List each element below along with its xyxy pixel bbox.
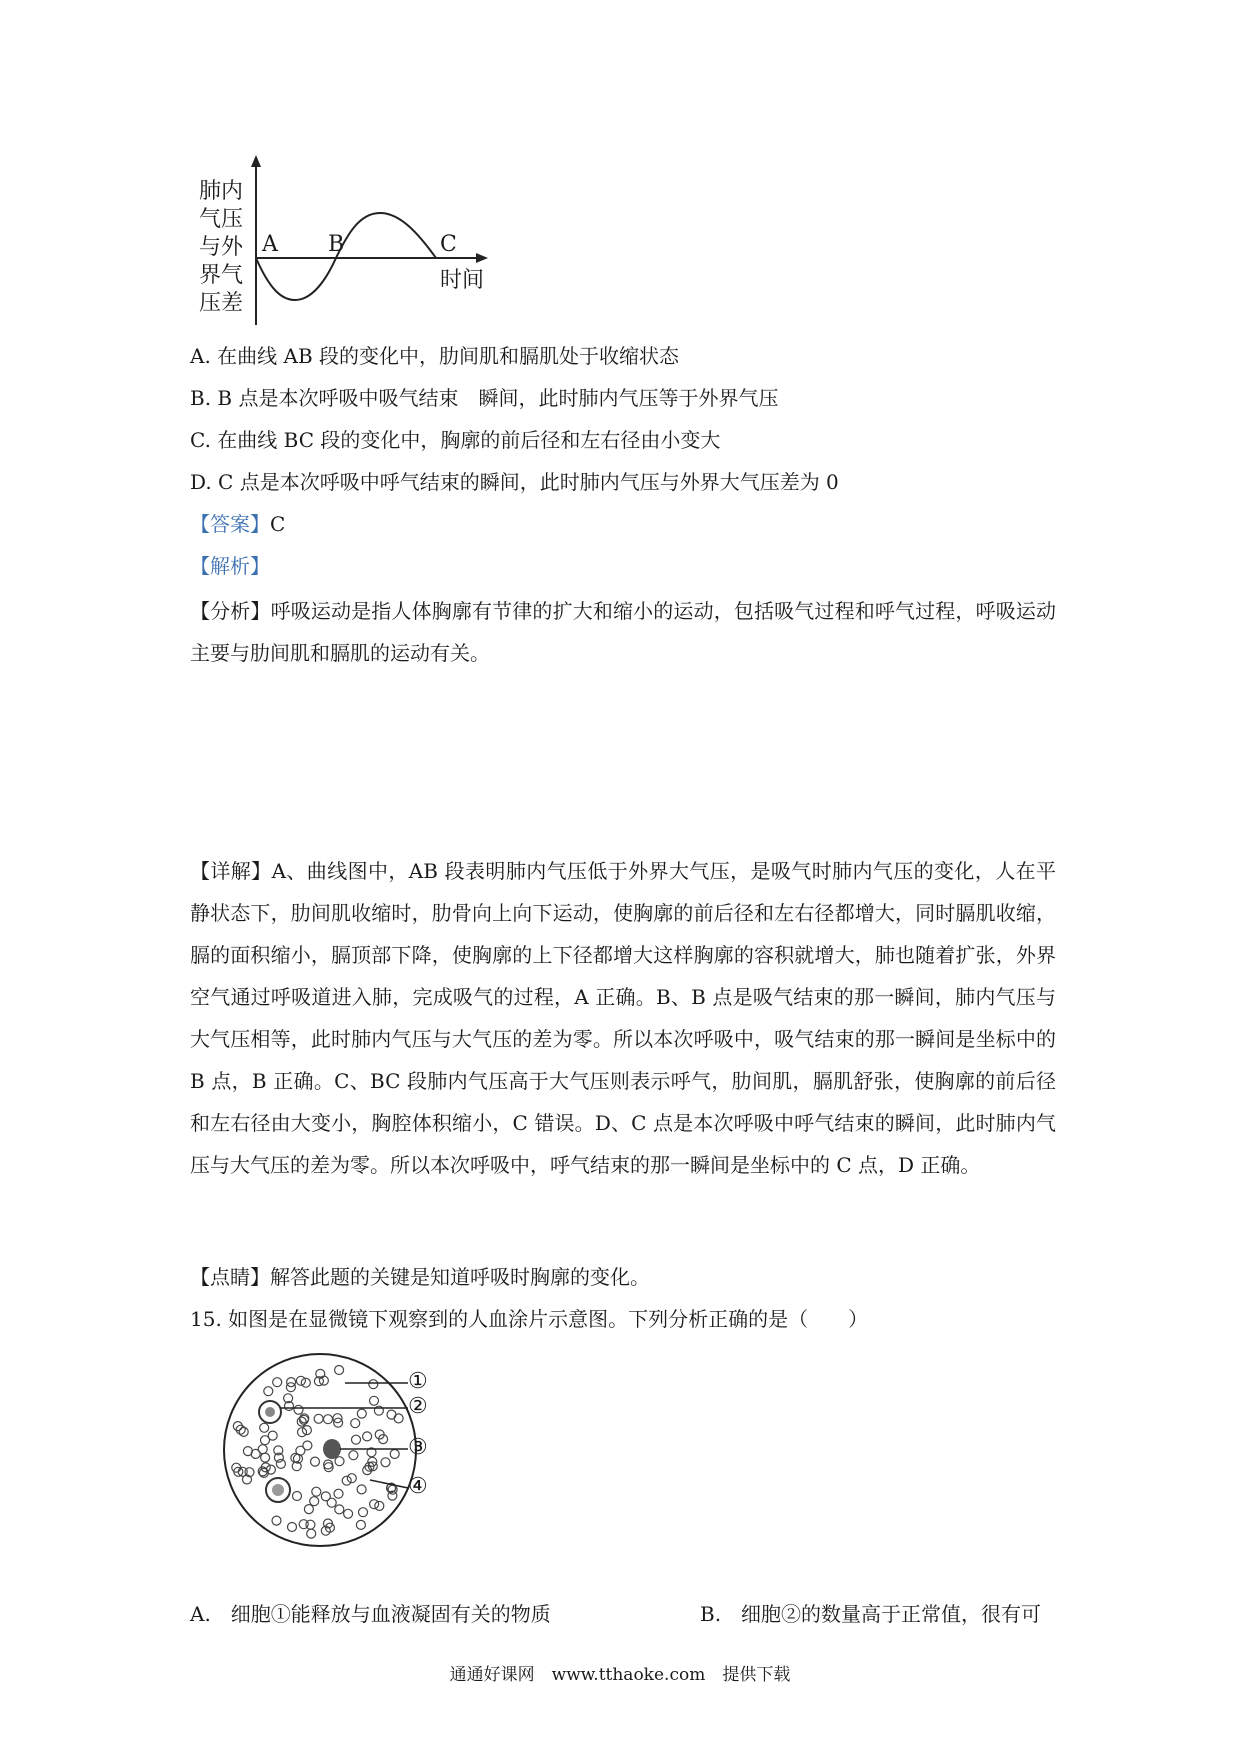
red-blood-cell: [287, 1378, 296, 1387]
red-blood-cell: [335, 1457, 344, 1466]
x-axis-label: 时间: [440, 268, 485, 293]
q15-option-a: A. 细胞①能释放与血液凝固有关的物质: [190, 1602, 551, 1626]
red-blood-cell: [390, 1450, 399, 1459]
label-1: ①: [408, 1369, 428, 1394]
red-blood-cell: [381, 1458, 390, 1467]
red-blood-cell: [349, 1451, 358, 1460]
white-blood-cell-large: [323, 1439, 341, 1459]
point-a-label: A: [262, 232, 278, 257]
y-axis-label-line: 与外: [198, 235, 243, 260]
y-axis-label: [196, 178, 246, 318]
red-blood-cell: [307, 1529, 316, 1538]
red-blood-cell: [370, 1500, 379, 1509]
red-blood-cell: [351, 1419, 360, 1428]
y-axis-label-line: 界气: [198, 263, 243, 288]
white-blood-cell-nucleus: [265, 1407, 275, 1417]
y-axis-label-line: 压差: [198, 291, 243, 316]
pressure-curve: [256, 213, 436, 300]
answer-value: C: [270, 512, 286, 536]
red-blood-cell: [260, 1423, 269, 1432]
point-b-label: B: [328, 232, 345, 257]
y-axis-label-line: 气压: [198, 207, 243, 232]
red-blood-cell: [261, 1436, 270, 1445]
red-blood-cell: [375, 1501, 384, 1510]
answer-tag: 【答案】: [190, 512, 270, 536]
analysis-tag: 【解析】: [190, 554, 270, 578]
red-blood-cell: [347, 1474, 356, 1483]
red-blood-cell: [324, 1415, 333, 1424]
red-blood-cell: [306, 1520, 315, 1529]
red-blood-cell: [294, 1405, 303, 1414]
y-axis-label-line: 肺内: [198, 179, 243, 204]
red-blood-cell: [304, 1505, 313, 1514]
red-blood-cell: [369, 1380, 378, 1389]
q15-option-b: B. 细胞②的数量高于正常值，很有可: [700, 1602, 1042, 1626]
x-axis-arrow: [476, 253, 488, 263]
red-blood-cell: [286, 1383, 295, 1392]
red-blood-cell: [334, 1489, 343, 1498]
dianjing-text: 解答此题的关键是知道呼吸时胸廓的变化。: [270, 1265, 650, 1289]
red-blood-cell: [288, 1523, 297, 1532]
red-blood-cell: [243, 1447, 252, 1456]
fenxi-text: 呼吸运动是指人体胸廓有节律的扩大和缩小的运动，包括吸气过程和呼气过程，呼吸运动主要与肋间肌和膈肌的运动有关。: [190, 599, 1057, 665]
red-blood-cell: [357, 1409, 366, 1418]
red-blood-cell: [312, 1487, 321, 1496]
page-footer: 通通好课网 www.tthaoke.com 提供下载: [449, 1665, 791, 1685]
red-blood-cell: [335, 1505, 344, 1514]
label-2: ②: [408, 1394, 428, 1419]
label-3: ③: [408, 1435, 428, 1460]
q15-stem: 15. 如图是在显微镜下观察到的人血涂片示意图。下列分析正确的是（ ）: [190, 1307, 869, 1331]
red-blood-cell: [363, 1432, 372, 1441]
red-blood-cell: [310, 1497, 319, 1506]
red-blood-cell: [335, 1366, 344, 1375]
red-blood-cell: [273, 1378, 282, 1387]
red-blood-cell: [258, 1445, 267, 1454]
red-blood-cell: [272, 1516, 281, 1525]
dianjing-tag: 【点睛】: [190, 1265, 270, 1289]
xiangjie-text: A、曲线图中，AB 段表明肺内气压低于外界大气压，是吸气时肺内气压的变化，人在平静状态下，肋间肌收缩时，肋骨向上向下运动，使胸廓的前后径和左右径都增大，同时膈肌收缩，膈的面积缩小，膈顶部下降，使胸廓的上下径都增大这样胸廓的容积就增大，肺也随着扩张，外界空气通过呼吸道进入肺，完成吸气的过程，A 正确。B、B 点是吸气结束的那一瞬间，肺内气压与大气压相等，此时肺内气压与大气压的差为零。所以本次呼吸中，吸气结束的那一瞬间是坐标中的 B 点，B 正确。C、BC 段肺内气压高于大气压则表示呼气，肋间肌，膈肌舒张，使胸廓的前后径和左右径由大变小，胸腔体积缩小，C 错误。D、C 点是本次呼吸中呼气结束的瞬间，此时肺内气压与大气压的差为零。所以本次呼吸中，呼气结束的那一瞬间是坐标中的 C 点，D 正确。: [190, 859, 1057, 1177]
fenxi-paragraph: [190, 590, 1056, 674]
red-blood-cell: [314, 1414, 323, 1423]
red-blood-cell: [293, 1492, 302, 1501]
red-blood-cell: [239, 1427, 248, 1436]
option-c: C. 在曲线 BC 段的变化中，胸廓的前后径和左右径由小变大: [190, 428, 721, 452]
answer-line: [190, 510, 285, 538]
red-blood-cell: [311, 1457, 320, 1466]
point-c-label: C: [440, 232, 457, 257]
red-blood-cell: [359, 1508, 368, 1517]
red-blood-cell: [321, 1492, 330, 1501]
red-blood-cell: [264, 1387, 273, 1396]
option-b: B. B 点是本次呼吸中吸气结束 瞬间，此时肺内气压等于外界气压: [190, 386, 779, 410]
white-blood-cell-nucleus: [272, 1484, 284, 1496]
dianjing-line: [190, 1263, 650, 1291]
pressure-curve-svg: [240, 155, 500, 330]
red-blood-cell: [356, 1520, 365, 1529]
red-blood-cells: [232, 1366, 403, 1539]
red-blood-cell: [342, 1476, 351, 1485]
analysis-tag-line: [190, 552, 270, 580]
red-blood-cell: [370, 1396, 379, 1405]
option-d: D. C 点是本次呼吸中呼气结束的瞬间，此时肺内气压与外界大气压差为 0: [190, 470, 839, 494]
red-blood-cell: [261, 1453, 270, 1462]
label-4: ④: [408, 1474, 428, 1499]
red-blood-cell: [352, 1435, 361, 1444]
fenxi-tag: 【分析】: [190, 599, 271, 623]
red-blood-cell: [344, 1509, 353, 1518]
xiangjie-paragraph: [190, 850, 1056, 1186]
red-blood-cell: [357, 1485, 366, 1494]
red-blood-cell: [387, 1410, 396, 1419]
red-blood-cell: [276, 1459, 285, 1468]
y-axis-arrow: [251, 155, 261, 167]
xiangjie-tag: 【详解】: [190, 859, 272, 883]
option-a: A. 在曲线 AB 段的变化中，肋间肌和膈肌处于收缩状态: [190, 344, 680, 368]
